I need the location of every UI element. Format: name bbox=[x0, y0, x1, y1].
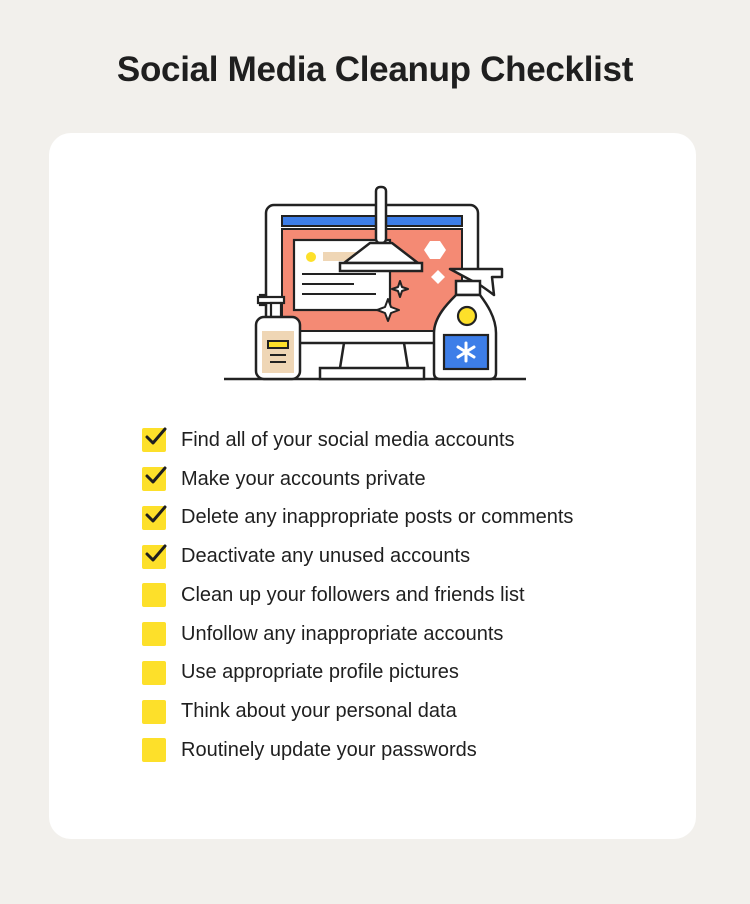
checklist-item[interactable] bbox=[142, 615, 573, 654]
checkbox[interactable] bbox=[142, 661, 166, 685]
checklist-item-label: Unfollow any inappropriate accounts bbox=[181, 622, 504, 645]
checkbox[interactable] bbox=[142, 738, 166, 762]
checklist-item[interactable] bbox=[142, 576, 573, 615]
checkbox[interactable] bbox=[142, 622, 166, 646]
checkbox[interactable] bbox=[142, 700, 166, 724]
checkbox[interactable] bbox=[142, 428, 166, 452]
checklist-item-label: Routinely update your passwords bbox=[181, 738, 477, 761]
checklist-item-label: Delete any inappropriate posts or comments bbox=[181, 506, 574, 529]
checkbox[interactable] bbox=[142, 545, 166, 569]
checklist-item-label: Use appropriate profile pictures bbox=[181, 661, 459, 684]
checklist bbox=[142, 421, 573, 770]
checklist-item-label: Think about your personal data bbox=[181, 700, 457, 723]
checklist-item[interactable] bbox=[142, 731, 573, 770]
checklist-item-label: Make your accounts private bbox=[181, 467, 426, 490]
cleaning-illustration bbox=[224, 185, 526, 385]
checklist-item[interactable] bbox=[142, 421, 573, 460]
checklist-item-label: Clean up your followers and friends list bbox=[181, 583, 525, 606]
checklist-item[interactable] bbox=[142, 499, 573, 538]
checklist-item[interactable] bbox=[142, 654, 573, 693]
checkbox[interactable] bbox=[142, 506, 166, 530]
checkmark-icon bbox=[144, 544, 168, 564]
checkmark-icon bbox=[144, 427, 168, 447]
checklist-item-label: Deactivate any unused accounts bbox=[181, 545, 471, 568]
checkmark-icon bbox=[144, 505, 168, 525]
checkmark-icon bbox=[144, 466, 168, 486]
checklist-item-label: Find all of your social media accounts bbox=[181, 428, 515, 451]
checklist-item[interactable] bbox=[142, 537, 573, 576]
checklist-item[interactable] bbox=[142, 460, 573, 499]
checkbox[interactable] bbox=[142, 583, 166, 607]
checklist-item[interactable] bbox=[142, 692, 573, 731]
page-title: Social Media Cleanup Checklist bbox=[116, 50, 634, 89]
checkbox[interactable] bbox=[142, 467, 166, 491]
